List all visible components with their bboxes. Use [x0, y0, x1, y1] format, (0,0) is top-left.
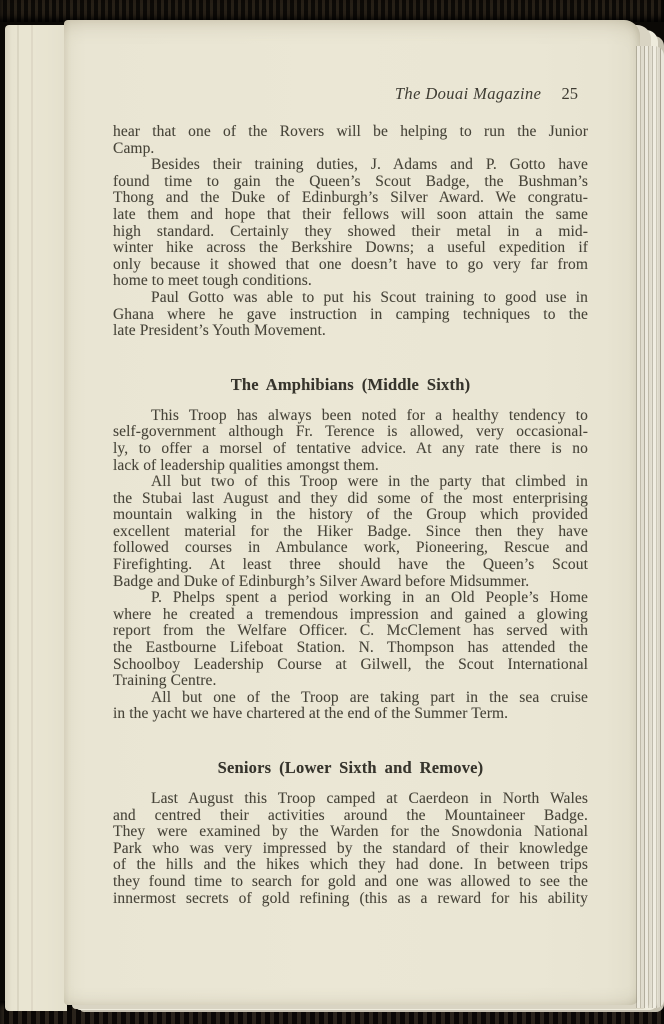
text-line: Thong and the Duke of Edinburgh’s Silver Award. We congratu-	[113, 189, 588, 207]
text-line: Besides their training duties, J. Adams and P. Gotto have	[151, 156, 588, 174]
text-line: ly, to offer a morsel of tentative advice. At any rate there is no	[113, 439, 588, 457]
text-line: where he created a tremendous impression and gained a glowing	[113, 605, 588, 623]
text-line: in the yacht we have chartered at the end of the Summer Term.	[113, 705, 509, 723]
page-number: 25	[561, 84, 578, 103]
text-line: All but two of this Troop were in the party that climbed in	[151, 473, 588, 491]
section-heading: The Amphibians (Middle Sixth)	[230, 374, 471, 394]
text-line: and centred their activities around the Mountaineer Badge.	[113, 806, 588, 824]
text-line: This Troop has always been noted for a healthy tendency to	[151, 406, 588, 424]
text-line: found time to gain the Queen’s Scout Badge, the Bushman’s	[113, 172, 588, 190]
section-heading: Seniors (Lower Sixth and Remove)	[217, 758, 484, 777]
text-line: mountain walking in the history of the Group which provided	[113, 506, 588, 524]
text-line: late them and hope that their fellows will soon attain the same	[113, 205, 588, 223]
text-line: Camp.	[113, 139, 155, 157]
text-line: they found time to search for gold and one was allowed to see the	[113, 872, 588, 890]
text-line: Firefighting. At least three should have the Queen’s Scout	[113, 556, 588, 574]
text-line: hear that one of the Rovers will be helping to run the Junior	[113, 123, 588, 140]
paragraph	[113, 590, 588, 690]
paragraph	[113, 124, 588, 157]
text-line: self-government although Fr. Terence is allowed, very occasional-	[113, 423, 588, 441]
binding-page-edges	[5, 25, 67, 1011]
text-line: high standard. Certainly they showed their metal in a mid-	[113, 222, 588, 240]
paragraph	[113, 290, 588, 340]
text-line: innermost secrets of gold refining (this as a reward for his ability	[113, 889, 588, 907]
page-content	[113, 124, 588, 907]
text-line: only because it showed that one doesn’t have to go very far from	[113, 255, 588, 273]
text-line: Paul Gotto was able to put his Scout training to good use in	[151, 288, 588, 306]
text-line: All but one of the Troop are taking part in the sea cruise	[151, 688, 588, 706]
text-line: Ghana where he gave instruction in camping techniques to the	[113, 305, 588, 323]
running-head	[113, 84, 588, 103]
book-page	[64, 20, 640, 1005]
paragraph	[113, 157, 588, 290]
text-line: the Eastbourne Lifeboat Station. N. Thompson has attended the	[113, 639, 588, 657]
paragraph	[113, 408, 588, 474]
text-line: Training Centre.	[113, 672, 217, 690]
page-text-column	[113, 84, 588, 907]
book-cover-top-edge	[0, 0, 664, 22]
text-line: home to meet tough conditions.	[113, 272, 312, 290]
magazine-title: The Douai Magazine	[394, 84, 542, 103]
text-line: excellent material for the Hiker Badge. Since then they have	[113, 522, 588, 540]
text-line: lack of leadership qualities amongst them.	[113, 456, 379, 474]
text-line: P. Phelps spent a period working in an Old People’s Home	[151, 589, 588, 607]
text-line: winter hike across the Berkshire Downs; a useful expedition if	[113, 239, 588, 257]
text-line: the Stubai last August and they did some of the most enterprising	[113, 489, 588, 507]
text-line: of the hills and the hikes which they had done. In between trips	[113, 856, 588, 874]
text-line: late President’s Youth Movement.	[113, 322, 326, 340]
text-line: report from the Welfare Officer. C. McClement has served with	[113, 622, 588, 640]
text-line: Park who was very impressed by the standard of their knowledge	[113, 839, 588, 857]
paragraph	[113, 474, 588, 590]
paragraph	[113, 791, 588, 907]
text-line: followed courses in Ambulance work, Pioneering, Rescue and	[113, 539, 588, 557]
text-line: Schoolboy Leadership Course at Gilwell, the Scout International	[113, 655, 588, 673]
text-line: Badge and Duke of Edinburgh’s Silver Award before Midsummer.	[113, 572, 530, 590]
text-line: Last August this Troop camped at Caerdeon in North Wales	[151, 790, 588, 807]
text-line: They were examined by the Warden for the Snowdonia National	[113, 823, 588, 841]
paragraph	[113, 690, 588, 723]
